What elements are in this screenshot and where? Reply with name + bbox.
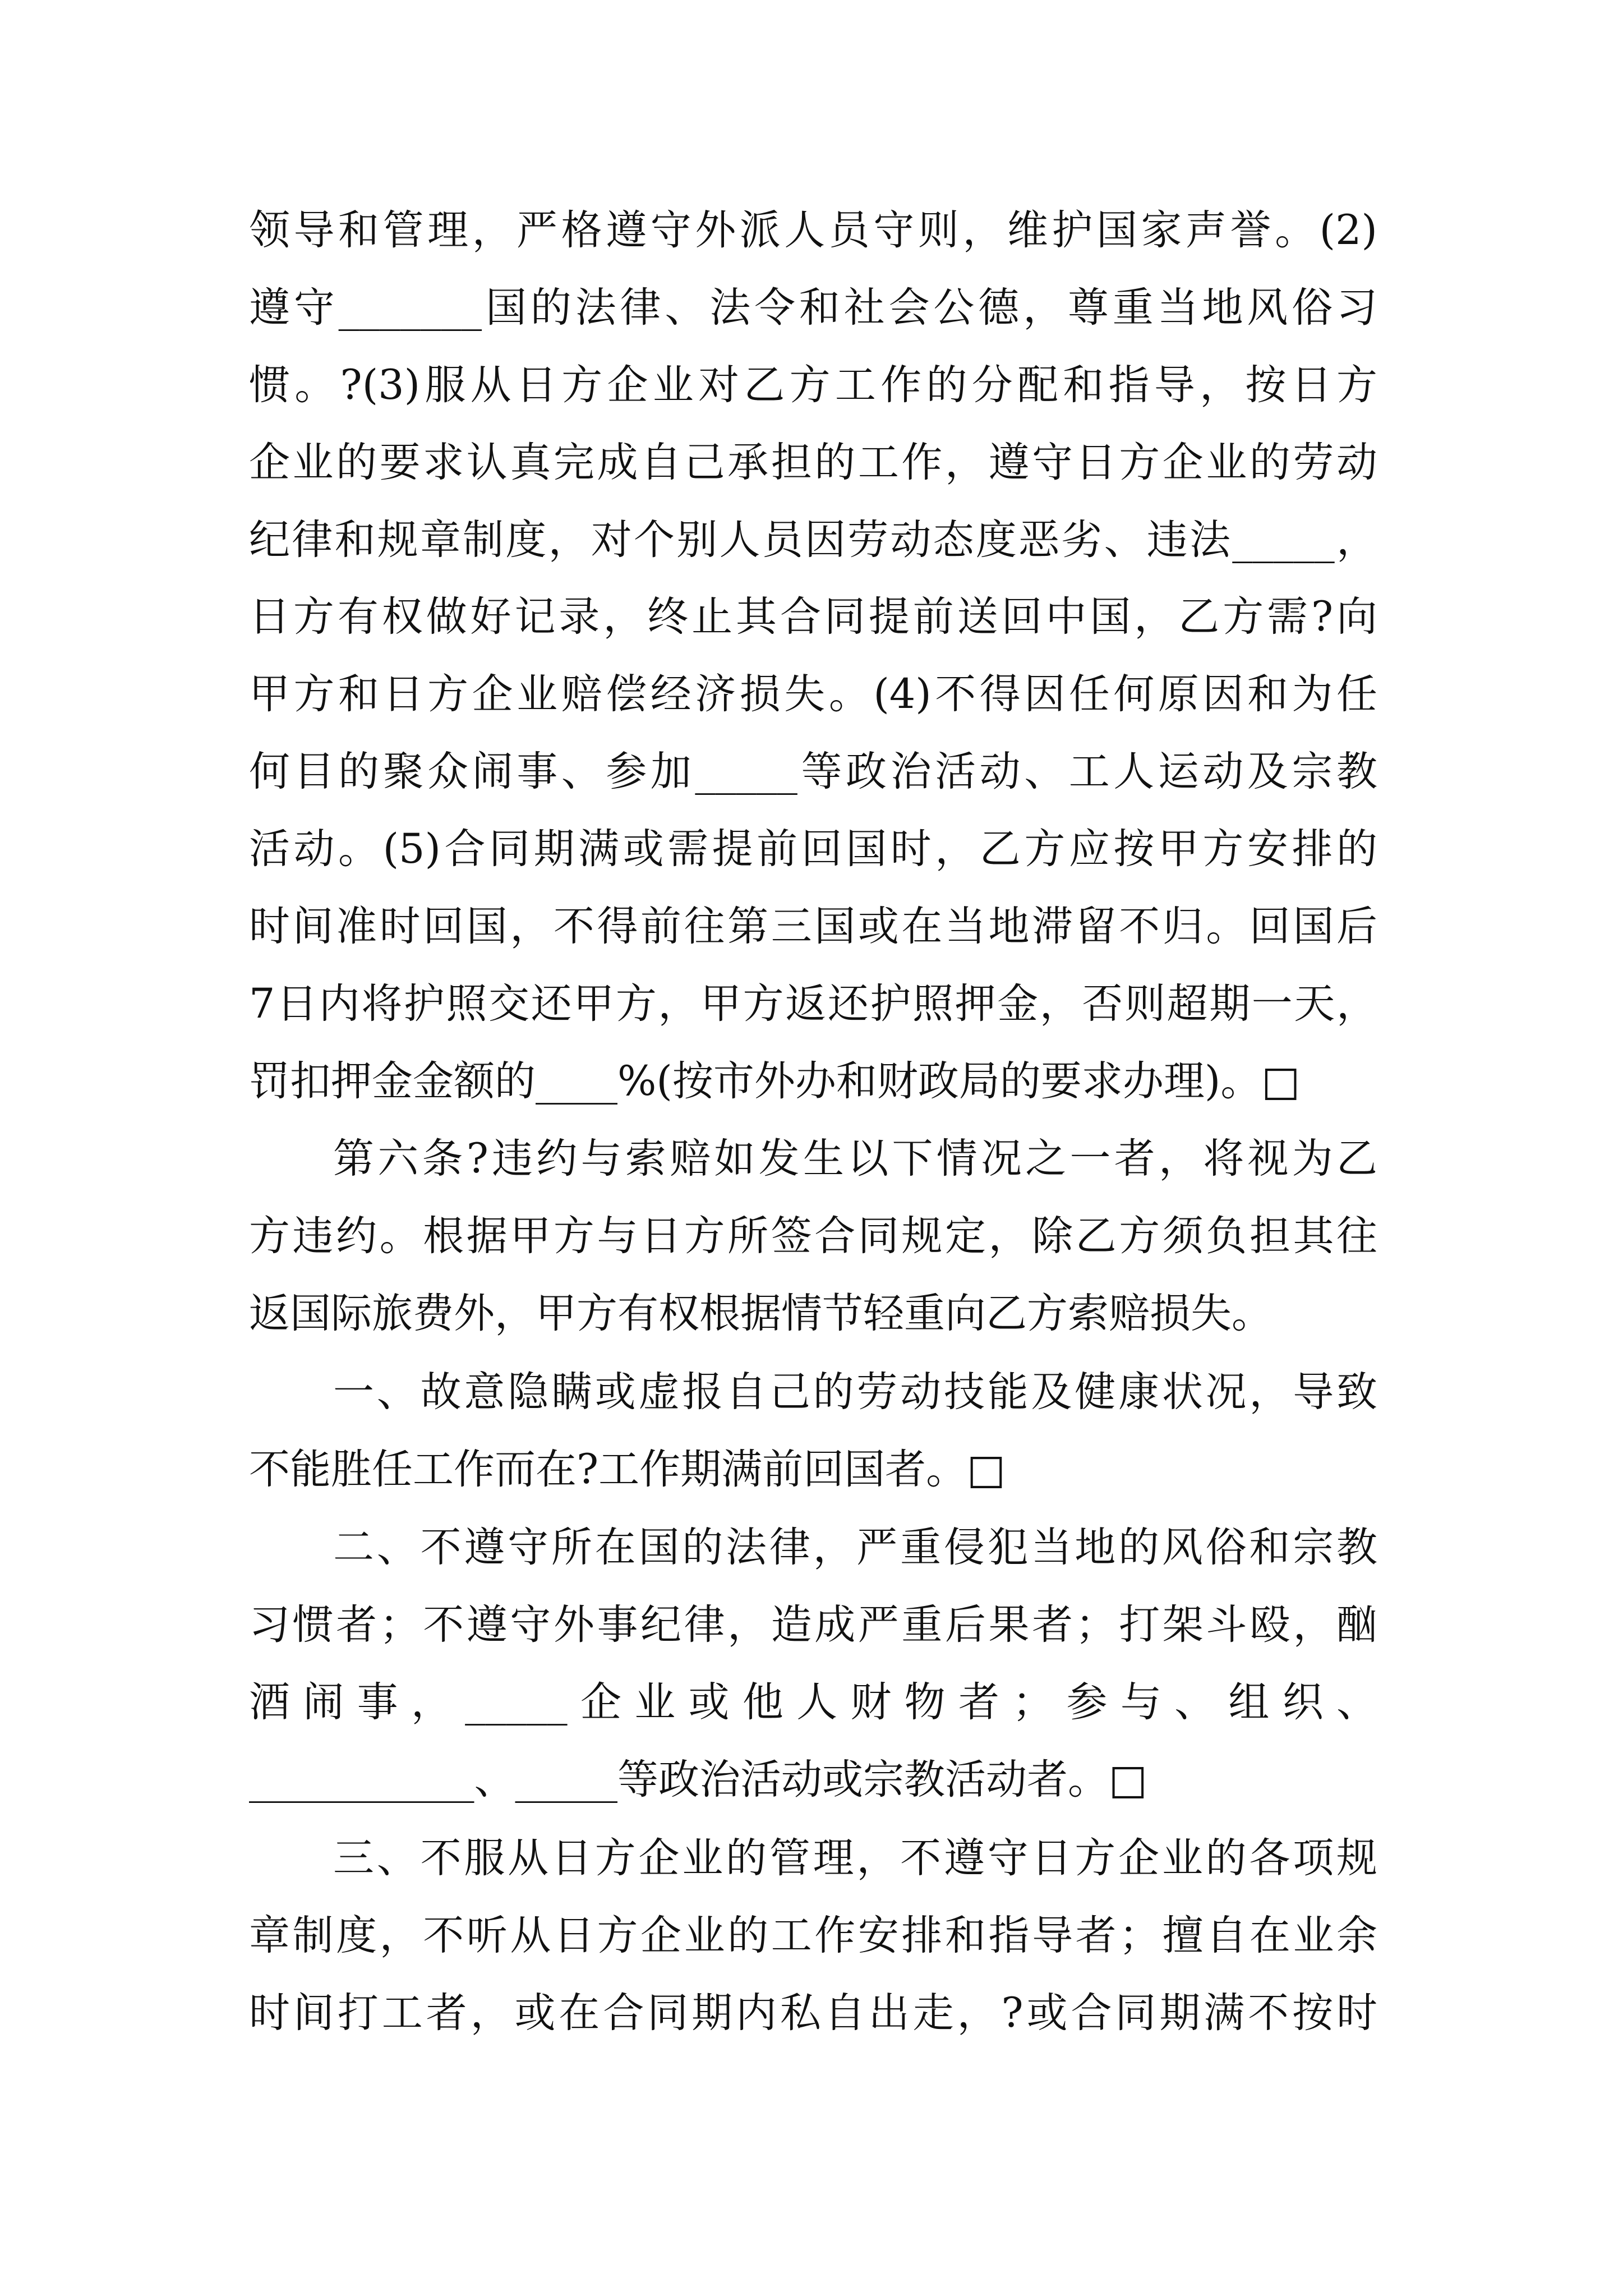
text-line: ___________、_____等政治活动或宗教活动者。□ [249, 1756, 1147, 1803]
paragraph-first-line: 二、不遵守所在国的法律，严重侵犯当地的风俗和宗教 [333, 1524, 1377, 1571]
text-line: 返国际旅费外，甲方有权根据情节轻重向乙方索赔损失。 [249, 1290, 1272, 1337]
text-line: 何目的聚众闹事、参加_____等政治活动、工人运动及宗教 [249, 748, 1377, 795]
paragraph-first-line: 三、不服从日方企业的管理，不遵守日方企业的各项规 [333, 1834, 1377, 1882]
text-line: 罚扣押金金额的____%(按市外办和财政局的要求办理)。□ [249, 1057, 1301, 1105]
text-line: 遵守_______国的法律、法令和社会公德，尊重当地风俗习 [249, 284, 1377, 332]
text-line: 时间准时回国，不得前往第三国或在当地滞留不归。回国后 [249, 903, 1377, 950]
paragraph-first-line: 一、故意隐瞒或虚报自己的劳动技能及健康状况，导致 [333, 1368, 1377, 1416]
text-line: 甲方和日方企业赔偿经济损失。(4)不得因任何原因和为任 [249, 670, 1377, 718]
text-line: 章制度，不听从日方企业的工作安排和指导者；擅自在业余 [249, 1912, 1377, 1959]
text-line: 习惯者；不遵守外事纪律，造成严重后果者；打架斗殴，酗 [249, 1601, 1377, 1649]
text-line: 活动。(5)合同期满或需提前回国时，乙方应按甲方安排的 [249, 825, 1377, 873]
text-line: 时间打工者，或在合同期内私自出走，?或合同期满不按时 [249, 1989, 1377, 2037]
text-line: 领导和管理，严格遵守外派人员守则，维护国家声誉。(2) [249, 206, 1377, 254]
text-line: 企业的要求认真完成自己承担的工作，遵守日方企业的劳动 [249, 439, 1377, 486]
paragraph-first-line: 第六条?违约与索赔如发生以下情况之一者，将视为乙 [333, 1135, 1377, 1182]
text-line: 不能胜任工作而在?工作期满前回国者。□ [249, 1446, 1006, 1493]
text-line: 7日内将护照交还甲方，甲方返还护照押金，否则超期一天， [249, 980, 1377, 1028]
text-line: 酒闹事，_____企业或他人财物者；参与、组织、 [249, 1678, 1377, 1726]
text-line: 纪律和规章制度，对个别人员因劳动态度恶劣、违法_____， [249, 516, 1377, 564]
text-line: 方违约。根据甲方与日方所签合同规定，除乙方须负担其往 [249, 1212, 1377, 1260]
text-line: 日方有权做好记录，终止其合同提前送回中国，乙方需?向 [249, 593, 1377, 641]
text-line: 惯。?(3)服从日方企业对乙方工作的分配和指导，按日方 [249, 361, 1377, 409]
